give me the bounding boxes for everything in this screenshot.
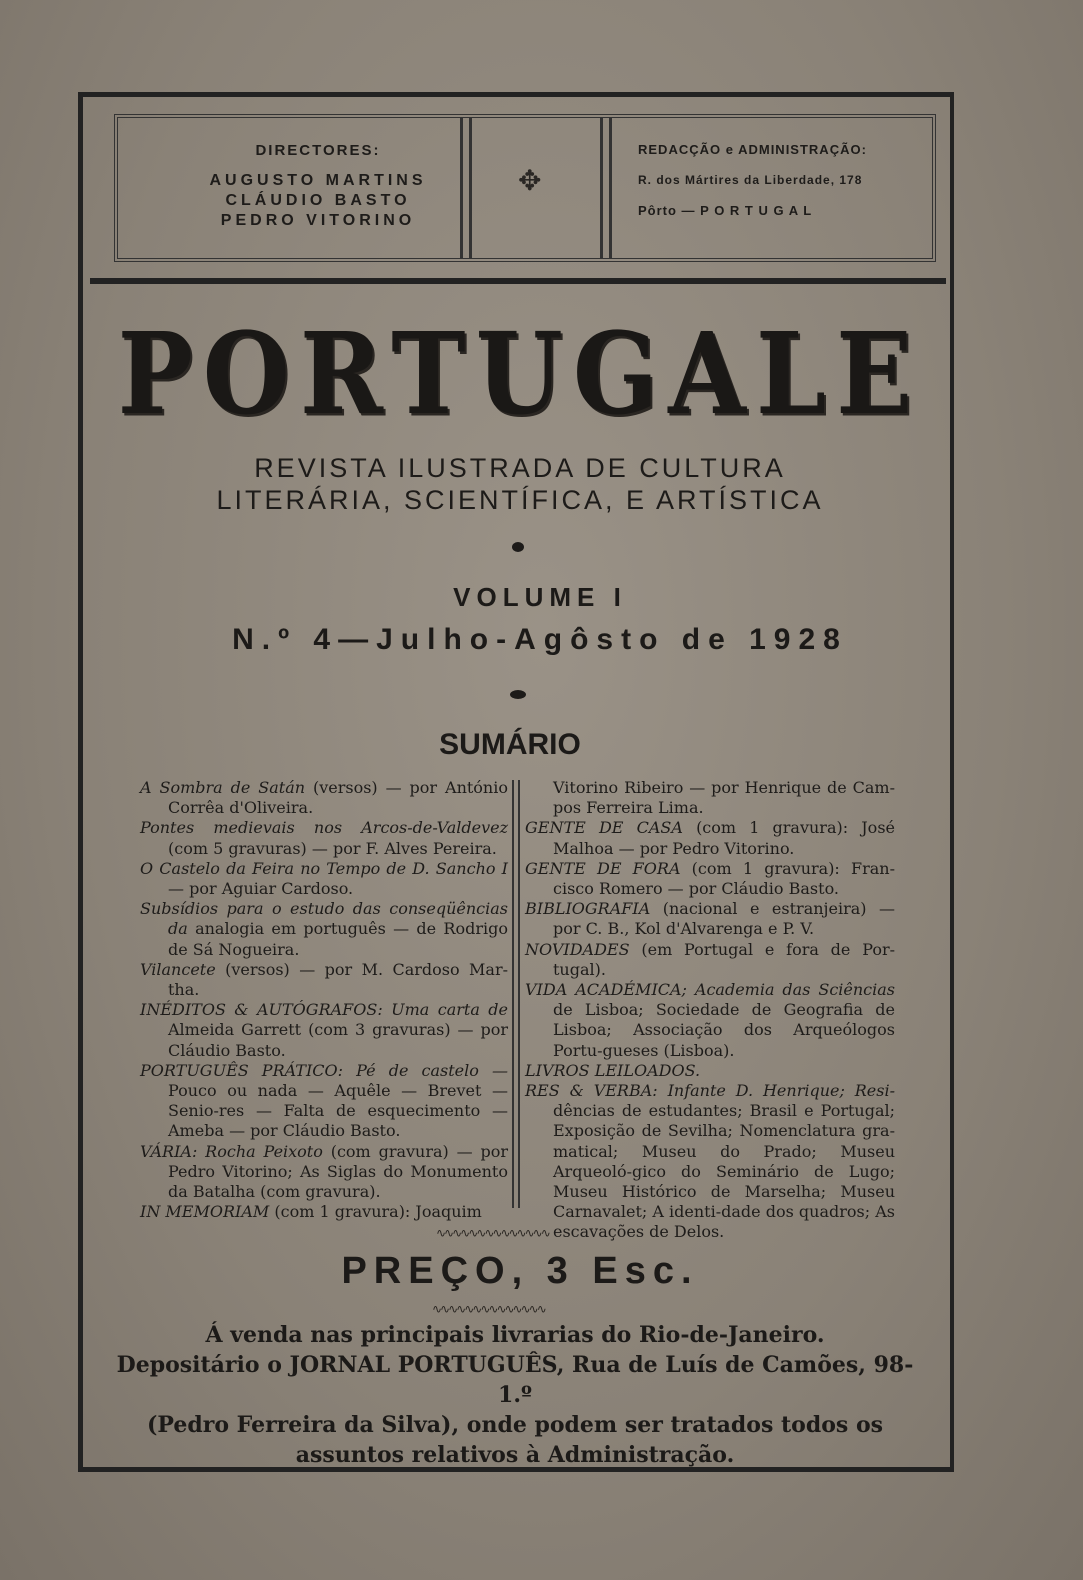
- sumario-entry: [525, 818, 895, 858]
- footer-notice: [100, 1320, 930, 1470]
- volume-label: VOLUME I: [453, 582, 627, 612]
- entry-continuation: analogia em português — de Rodrigo de Sá Nogueira.: [168, 919, 508, 959]
- entry-title: GENTE DE CASA: [525, 818, 683, 838]
- entry-continuation: gravuras) — por F. Alves Pereira.: [228, 838, 497, 858]
- director-name: CLÁUDIO BASTO: [225, 192, 411, 209]
- dot-ornament: [510, 690, 526, 699]
- entry-continuation: — por Aguiar Cardoso.: [168, 879, 354, 899]
- directors-block: [178, 142, 458, 231]
- entry-title: RES & VERBA: Infante D. Henrique; Resi-: [525, 1081, 895, 1101]
- entry-text: (nacional e estranjeira) — por: [553, 899, 895, 939]
- entry-continuation: Pouco ou nada — Aquêle — Brevet — Senio-res — Falta de esquecimento — Ameba — por Cláudio Basto.: [168, 1081, 508, 1141]
- entry-continuation: Corrêa d'Oliveira.: [168, 798, 314, 818]
- entry-continuation: Malhoa — por Pedro Vitorino.: [553, 838, 795, 858]
- entry-title: PORTUGUÊS PRÁTICO: Pé de castelo —: [140, 1060, 508, 1080]
- header-inner-frame: [114, 114, 936, 262]
- administration-block: [638, 142, 918, 218]
- address: R. dos Mártires da Liberdade, 178: [638, 173, 863, 187]
- ornament-icon: ✥: [518, 164, 542, 197]
- entry-title: Subsídios para o estudo das conseqüências da: [140, 899, 508, 939]
- sumario-right-column: [525, 778, 895, 1243]
- entry-title: A Sombra de Satán: [140, 778, 306, 797]
- header-divider: [600, 118, 612, 258]
- sumario-left-column: [140, 778, 508, 1222]
- entry-continuation: cisco Romero — por Cláudio Basto.: [553, 879, 840, 899]
- entry-title: VÁRIA: Rocha Peixoto: [140, 1141, 323, 1161]
- footer-line: Depositário o JORNAL PORTUGUÊS, Rua de Luís de Camões, 98-1.º: [116, 1352, 914, 1408]
- entry-text: (em Portugal e fora de Por-: [629, 939, 895, 959]
- entry-text: (com 1 gravura): Fran-: [680, 858, 895, 878]
- entry-text: (versos) — por M. Cardoso Mar-: [215, 959, 508, 979]
- subtitle: [160, 452, 880, 516]
- entry-continuation: Almeida Garrett (com 3 gravuras) — por Cláudio Basto.: [168, 1020, 508, 1060]
- subtitle-line: LITERÁRIA, SCIENTÍFICA, E ARTÍSTICA: [216, 485, 824, 515]
- sumario-entry: [140, 778, 508, 818]
- sumario-entry: [140, 899, 508, 960]
- entry-continuation: C. B., Kol d'Alvarenga e P. V.: [585, 919, 815, 939]
- squiggle-divider: ∿∿∿∿∿∿∿∿∿∿∿∿∿∿: [436, 1226, 549, 1240]
- header-divider: [460, 118, 472, 258]
- sumario-title: SUMÁRIO: [439, 728, 581, 761]
- entry-title: GENTE DE FORA: [525, 858, 681, 878]
- sumario-entry: [140, 859, 508, 899]
- sumario-entry: [140, 1061, 508, 1142]
- entry-title: IN MEMORIAM: [140, 1202, 270, 1222]
- sumario-entry: [525, 940, 895, 980]
- sumario-entry: [525, 980, 895, 1061]
- entry-continuation: tha.: [168, 980, 200, 1000]
- entry-continuation: tugal).: [553, 959, 606, 979]
- dot-ornament: [512, 542, 524, 552]
- entry-title: Pontes medievais nos Arcos-de-Valdevez: [140, 818, 508, 838]
- sumario-entry: [525, 899, 895, 939]
- entry-title: LIVROS LEILOADOS.: [525, 1060, 701, 1080]
- director-name: PEDRO VITORINO: [220, 212, 416, 229]
- sumario-entry: [140, 1142, 508, 1203]
- entry-continuation: Vitorino Ribeiro — por Henrique de Cam-pos Ferreira Lima.: [553, 778, 895, 818]
- entry-title: INÉDITOS & AUTÓGRAFOS: Uma carta de: [140, 1000, 508, 1020]
- entry-text: (com 1 gravura): Joaquim: [269, 1202, 482, 1222]
- masthead-title: PORTUGALE: [117, 307, 923, 441]
- header-box: [90, 100, 946, 284]
- footer-line: (Pedro Ferreira da Silva), onde podem ser tratados todos os: [146, 1412, 884, 1438]
- director-name: AUGUSTO MARTINS: [209, 172, 427, 189]
- entry-title: VIDA ACADÉMICA; Academia das Sciências: [525, 980, 895, 1000]
- sumario-entry: [140, 818, 508, 858]
- entry-text: (com gravura) — por: [322, 1141, 509, 1161]
- directors-label: DIRECTORES:: [255, 142, 381, 159]
- sumario-entry: [140, 1202, 508, 1222]
- entry-continuation: dências de estudantes; Brasil e Portugal; Exposição de Sevilha; Nomenclatura gra-matical; Museu do Prado; Museu Arqueoló-gico do Seminário de Lugo; Museu Histórico de Marselha; Museu Carnavalet; A identi-dade dos quadros; As escavações de Delos.: [553, 1101, 895, 1242]
- sumario-entry: [525, 778, 895, 818]
- column-divider: [512, 780, 520, 1208]
- entry-title: Vilancete: [140, 959, 216, 979]
- entry-continuation: Pedro Vitorino; As Siglas do Monumento da Batalha (com gravura).: [168, 1161, 508, 1202]
- sumario-entry: [525, 859, 895, 899]
- sumario-entry: [140, 960, 508, 1000]
- footer-line: assuntos relativos à Administração.: [295, 1442, 735, 1468]
- squiggle-divider: ∿∿∿∿∿∿∿∿∿∿∿∿∿∿: [432, 1302, 545, 1316]
- entry-title: NOVIDADES: [525, 939, 630, 959]
- entry-text: (com 1 gravura): José: [682, 818, 895, 838]
- entry-continuation: de Lisboa; Sociedade de Geografia de Lisboa; Associação dos Arqueólogos Portu-gueses (Lisboa).: [553, 1000, 895, 1060]
- issue-label: N.º 4—Julho-Agôsto de 1928: [232, 623, 848, 656]
- sumario-entry: [525, 1061, 895, 1081]
- entry-title: BIBLIOGRAFIA: [525, 899, 651, 919]
- entry-title: O Castelo da Feira no Tempo de D. Sancho I: [140, 858, 508, 878]
- sumario-entry: [525, 1081, 895, 1243]
- subtitle-line: REVISTA ILUSTRADA DE CULTURA: [254, 453, 786, 483]
- city: Pôrto — P O R T U G A L: [638, 203, 813, 218]
- entry-text: (versos) — por António: [305, 778, 508, 797]
- price: PREÇO, 3 Esc.: [341, 1250, 699, 1292]
- sumario-entry: [140, 1000, 508, 1061]
- administration-label: REDACÇÃO e ADMINISTRAÇÃO:: [638, 142, 867, 157]
- footer-line: Á venda nas principais livrarias do Rio-de-Janeiro.: [205, 1322, 825, 1348]
- entry-text: (com 5: [168, 838, 224, 858]
